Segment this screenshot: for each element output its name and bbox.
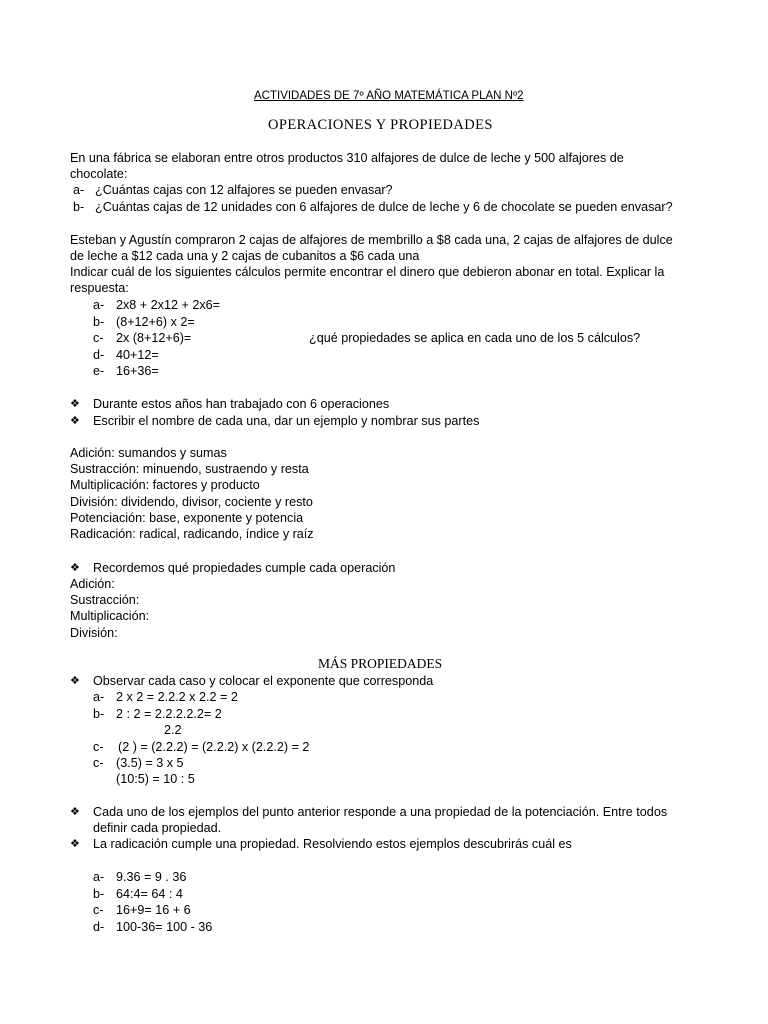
rad-d-marker: d-: [93, 920, 105, 934]
section-heading-mas-propiedades: MÁS PROPIEDADES: [318, 656, 443, 671]
operation-multiplicacion: Multiplicación: factores y producto: [70, 478, 260, 492]
problem1-item-a: ¿Cuántas cajas con 12 alfajores se pueden envasar?: [95, 183, 393, 197]
calc-e: 16+36=: [116, 364, 159, 378]
diamond-bullet-icon: ❖: [70, 397, 80, 410]
rad-d: 100-36= 100 - 36: [116, 920, 213, 934]
problem1-item-a-marker: a-: [73, 183, 85, 197]
rad-a: 9.36 = 9 . 36: [116, 870, 187, 884]
operation-sustraccion: Sustracción: minuendo, sustraendo y resta: [70, 462, 309, 476]
exp-a: 2 x 2 = 2.2.2 x 2.2 = 2: [116, 690, 238, 704]
exp-a-marker: a-: [93, 690, 105, 704]
property-division: División:: [70, 626, 118, 640]
problem2-line3: Indicar cuál de los siguientes cálculos permite encontrar el dinero que debieron abonar en total. Explicar la: [70, 265, 665, 279]
problem1-item-b-marker: b-: [73, 200, 85, 214]
operation-radicacion: Radicación: radical, radicando, índice y raíz: [70, 527, 314, 541]
bullet-potentiation-properties: Cada uno de los ejemplos del punto anterior responde a una propiedad de la potenciación. Entre todos: [93, 805, 668, 819]
calc-e-marker: e-: [93, 364, 105, 378]
bullet-potentiation-properties-cont: definir cada propiedad.: [93, 821, 222, 835]
exp-c2-marker: c-: [93, 756, 104, 770]
exp-b-marker: b-: [93, 707, 105, 721]
property-adicion: Adición:: [70, 577, 115, 591]
diamond-bullet-icon: ❖: [70, 561, 80, 574]
calc-b: (8+12+6) x 2=: [116, 315, 195, 329]
problem2-line1: Esteban y Agustín compraron 2 cajas de alfajores de membrillo a $8 cada una, 2 cajas de alfajores de dulce: [70, 233, 673, 247]
property-multiplicacion: Multiplicación:: [70, 609, 150, 623]
section-heading-operaciones: OPERACIONES Y PROPIEDADES: [268, 117, 493, 133]
calc-d-marker: d-: [93, 348, 105, 362]
calc-b-marker: b-: [93, 315, 105, 329]
calc-c: 2x (8+12+6)=: [116, 331, 192, 345]
calc-a-marker: a-: [93, 298, 105, 312]
bullet-radication-property: La radicación cumple una propiedad. Resolviendo estos ejemplos descubrirás cuál es: [93, 837, 572, 851]
property-sustraccion: Sustracción:: [70, 593, 140, 607]
rad-b: 64:4= 64 : 4: [116, 887, 183, 901]
diamond-bullet-icon: ❖: [70, 837, 80, 850]
exp-b-denominator: 2.2: [164, 723, 182, 737]
operation-adicion: Adición: sumandos y sumas: [70, 446, 227, 460]
rad-c-marker: c-: [93, 903, 104, 917]
problem2-line4: respuesta:: [70, 281, 129, 295]
diamond-bullet-icon: ❖: [70, 805, 80, 818]
exp-b: 2 : 2 = 2.2.2.2.2= 2: [116, 707, 222, 721]
bullet-operations-count: Durante estos años han trabajado con 6 operaciones: [93, 397, 390, 411]
exp-c3: (10:5) = 10 : 5: [116, 772, 195, 786]
rad-b-marker: b-: [93, 887, 105, 901]
operation-potenciacion: Potenciación: base, exponente y potencia: [70, 511, 304, 525]
bullet-recall-properties: Recordemos qué propiedades cumple cada operación: [93, 561, 396, 575]
bullet-observe-exponent: Observar cada caso y colocar el exponente que corresponda: [93, 674, 434, 688]
exp-c2: (3.5) = 3 x 5: [116, 756, 184, 770]
bullet-write-names: Escribir el nombre de cada una, dar un ejemplo y nombrar sus partes: [93, 414, 480, 428]
rad-c: 16+9= 16 + 6: [116, 903, 191, 917]
exp-c: (2 ) = (2.2.2) = (2.2.2) x (2.2.2) = 2: [118, 740, 310, 754]
problem1-intro-cont: chocolate:: [70, 167, 128, 181]
diamond-bullet-icon: ❖: [70, 674, 80, 687]
document-title: ACTIVIDADES DE 7º AÑO MATEMÁTICA PLAN Nº2: [254, 90, 524, 102]
diamond-bullet-icon: ❖: [70, 414, 80, 427]
exp-c-marker: c-: [93, 740, 104, 754]
calc-d: 40+12=: [116, 348, 159, 362]
problem1-intro: En una fábrica se elaboran entre otros productos 310 alfajores de dulce de leche y 500 alfajores de: [70, 151, 624, 165]
problem1-item-b: ¿Cuántas cajas de 12 unidades con 6 alfajores de dulce de leche y 6 de chocolate se pueden envasar?: [95, 200, 673, 214]
calc-a: 2x8 + 2x12 + 2x6=: [116, 298, 220, 312]
operation-division: División: dividendo, divisor, cociente y resto: [70, 495, 313, 509]
calc-c-marker: c-: [93, 331, 104, 345]
side-question: ¿qué propiedades se aplica en cada uno de los 5 cálculos?: [309, 331, 641, 345]
problem2-line2: de leche a $12 cada una y 2 cajas de cubanitos a $6 cada una: [70, 249, 420, 263]
rad-a-marker: a-: [93, 870, 105, 884]
